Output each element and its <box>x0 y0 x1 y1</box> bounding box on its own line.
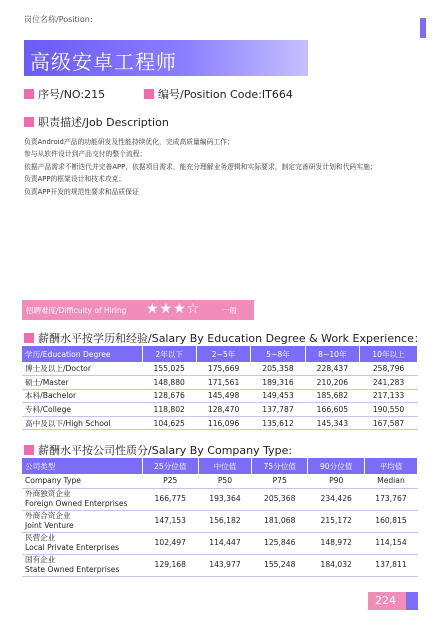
column-header: 10年以上 <box>360 346 418 362</box>
table-cell: Company Type <box>22 474 142 488</box>
jd-line: 负责Android产品的功能研发及性能持续优化，完成高质量编码工作； <box>24 138 234 146</box>
table-cell <box>22 554 142 576</box>
table-cell: 102,497 <box>142 532 198 554</box>
serial-number: 序号/NO:215 <box>38 88 106 101</box>
column-header: 2~5年 <box>196 346 250 362</box>
table-cell: 145,498 <box>196 389 250 403</box>
bottom-accent <box>406 592 418 610</box>
table-cell: 104,625 <box>142 416 196 430</box>
table-cell: 专科/College <box>22 403 142 417</box>
table-cell: 228,437 <box>305 362 359 376</box>
table-cell: 155,025 <box>142 362 196 376</box>
table-cell: 147,153 <box>142 510 198 532</box>
table-cell: 258,796 <box>360 362 418 376</box>
table-cell: 234,426 <box>308 488 364 510</box>
edu-heading-text: 薪酬水平按学历和经验/Salary By Education Degree & Work Experience： <box>38 332 425 345</box>
pink-square-icon <box>24 117 34 127</box>
table-cell: 143,977 <box>198 554 251 576</box>
table-cell: 181,068 <box>251 510 307 532</box>
jd-line: 参与从软件设计到产品交付的整个流程； <box>24 150 147 159</box>
pink-square-icon <box>24 445 34 455</box>
table-cell: 137,811 <box>364 554 417 576</box>
table-cell: 160,815 <box>364 510 417 532</box>
table-row <box>22 554 418 576</box>
table-cell: 本科/Bachelor <box>22 389 142 403</box>
table-cell: 118,802 <box>142 403 196 417</box>
pink-square-icon <box>144 89 154 99</box>
table-cell: 135,612 <box>251 416 305 430</box>
company-type-en: State Owned Enterprises <box>25 565 120 574</box>
column-header: 学历/Education Degree <box>22 346 142 362</box>
table-cell: 193,364 <box>198 488 251 510</box>
table-cell: 高中及以下/High School <box>22 416 142 430</box>
hiring-label: 招聘难度/Difficulty of Hiring <box>26 306 127 315</box>
column-header: 中位值 <box>198 458 251 474</box>
table-cell: 128,676 <box>142 389 196 403</box>
column-header: 平均值 <box>364 458 417 474</box>
table-cell: 175,669 <box>196 362 250 376</box>
table-cell: 166,605 <box>305 403 359 417</box>
table-header-row <box>22 458 418 474</box>
table-cell: 114,447 <box>198 532 251 554</box>
jd-heading <box>24 114 169 130</box>
jd-line: 负责APP的框架设计和技术攻克； <box>24 175 126 184</box>
table-cell: P50 <box>198 474 251 488</box>
jd-heading-text: 职责描述/Job Description <box>38 116 169 129</box>
table-cell: 116,096 <box>196 416 250 430</box>
table-cell: 166,775 <box>142 488 198 510</box>
table-cell: 217,133 <box>360 389 418 403</box>
jd-line: 依据产品需求不断迭代并完善APP，依据项目需求，能充分理解业务逻辑和实际要求，制定完善研发计划和代码实施； <box>24 162 377 171</box>
page-number: 224 <box>375 594 396 607</box>
hiring-level: 一般 <box>222 306 237 315</box>
table-cell: P25 <box>142 474 198 488</box>
table-row <box>22 474 418 488</box>
edu-table-heading <box>24 330 425 346</box>
jd-body <box>24 136 424 198</box>
edu-salary-table <box>22 346 418 430</box>
page-number-badge <box>368 592 406 610</box>
table-row <box>22 376 418 390</box>
table-cell: 215,172 <box>308 510 364 532</box>
table-cell: 155,248 <box>251 554 307 576</box>
company-type-cn: 民营企业 <box>25 533 56 542</box>
table-cell: 189,316 <box>251 376 305 390</box>
table-cell: 149,453 <box>251 389 305 403</box>
star-rating-icon: ★★★☆ <box>146 301 201 317</box>
company-type-en: Local Private Enterprises <box>25 543 120 552</box>
column-header: 25分位值 <box>142 458 198 474</box>
table-cell <box>22 510 142 532</box>
page-title: 高级安卓工程师 <box>30 50 177 74</box>
title-banner <box>24 40 308 76</box>
company-heading-text: 薪酬水平按公司性质分/Salary By Company Type: <box>38 444 293 457</box>
position-code: 编号/Position Code:IT664 <box>158 88 293 101</box>
table-cell: 博士及以上/Doctor <box>22 362 142 376</box>
table-cell: 148,972 <box>308 532 364 554</box>
table-cell: 185,682 <box>305 389 359 403</box>
table-cell: 184,032 <box>308 554 364 576</box>
company-type-cn: 外商独资企业 <box>25 489 71 498</box>
table-row <box>22 403 418 417</box>
table-cell: 137,787 <box>251 403 305 417</box>
table-cell: 205,368 <box>251 488 307 510</box>
table-cell: P75 <box>251 474 307 488</box>
column-header: 90分位值 <box>308 458 364 474</box>
table-cell: 173,767 <box>364 488 417 510</box>
table-cell: 125,846 <box>251 532 307 554</box>
table-cell: 114,154 <box>364 532 417 554</box>
table-row <box>22 488 418 510</box>
company-table-heading <box>24 442 292 458</box>
table-cell: 156,182 <box>198 510 251 532</box>
column-header: 公司类型 <box>22 458 142 474</box>
table-cell: 241,283 <box>360 376 418 390</box>
table-row <box>22 416 418 430</box>
table-row <box>22 362 418 376</box>
table-cell: P90 <box>308 474 364 488</box>
pink-square-icon <box>24 333 34 343</box>
column-header: 8~10年 <box>305 346 359 362</box>
table-cell <box>22 532 142 554</box>
table-cell: 148,880 <box>142 376 196 390</box>
table-row <box>22 510 418 532</box>
company-salary-table <box>22 458 418 577</box>
hiring-difficulty-bar <box>22 300 254 320</box>
corner-accent <box>420 18 426 38</box>
column-header: 5~8年 <box>251 346 305 362</box>
jd-line: 负责APP开发的规范性要求和品质保证 <box>24 187 139 196</box>
table-cell <box>22 488 142 510</box>
table-cell: 128,470 <box>196 403 250 417</box>
position-label: 岗位名称/Position: <box>24 15 93 24</box>
table-row <box>22 532 418 554</box>
company-type-cn: 国有企业 <box>25 555 56 564</box>
table-cell: 129,168 <box>142 554 198 576</box>
table-cell: 145,343 <box>305 416 359 430</box>
pink-square-icon <box>24 89 34 99</box>
table-cell: 167,587 <box>360 416 418 430</box>
table-cell: 硕士/Master <box>22 376 142 390</box>
meta-code <box>144 86 293 102</box>
table-cell: 171,561 <box>196 376 250 390</box>
table-cell: 205,358 <box>251 362 305 376</box>
meta-no <box>24 86 105 102</box>
company-type-en: Joint Venture <box>25 521 74 530</box>
column-header: 75分位值 <box>251 458 307 474</box>
table-cell: Median <box>364 474 417 488</box>
table-row <box>22 389 418 403</box>
company-type-cn: 外商合资企业 <box>25 511 71 520</box>
table-header-row <box>22 346 418 362</box>
table-cell: 190,550 <box>360 403 418 417</box>
company-type-en: Foreign Owned Enterprises <box>25 499 128 508</box>
column-header: 2年以下 <box>142 346 196 362</box>
table-cell: 210,206 <box>305 376 359 390</box>
